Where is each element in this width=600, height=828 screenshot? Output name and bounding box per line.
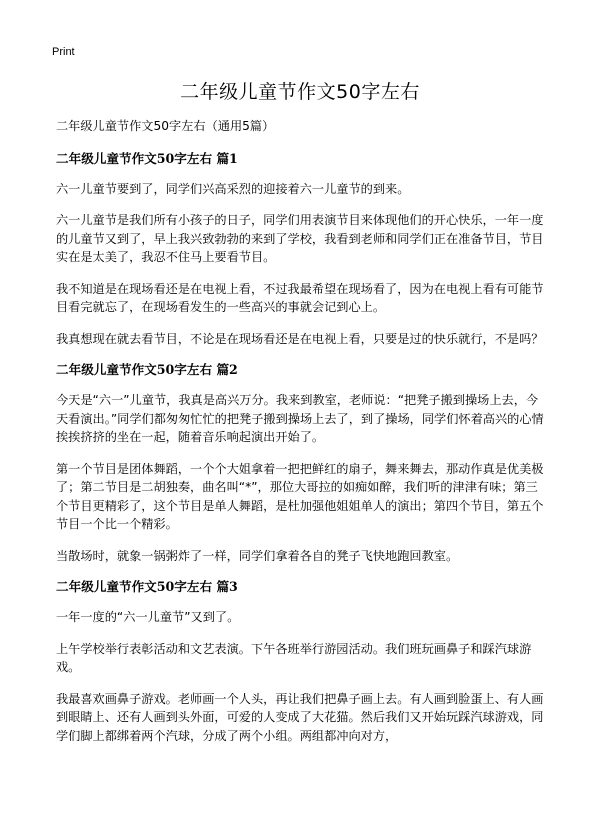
paragraph: 当散场时，就象一锅粥炸了一样，同学们拿着各自的凳子飞快地跑回教室。	[56, 548, 459, 563]
section-heading-3: 二年级儿童节作文50字左右 篇3	[56, 579, 238, 594]
article-body	[56, 117, 548, 758]
paragraph: 六一儿童节要到了，同学们兴高采烈的迎接着六一儿童节的到来。	[56, 181, 410, 196]
page-title: 二年级儿童节作文50字左右	[180, 81, 420, 103]
paragraph: 第一个节目是团体舞蹈，一个个大姐拿着一把把鲜红的扇子，舞来舞去，那动作真是优美极了；第二节目是二胡独奏，曲名叫“*”，那位大哥拉的如痴如醉，我们听的津津有味；第三个节目更精彩了，这个节目是单人舞蹈，是杜加强他姐姐单人的演出；第四个节目，第五个节目一个比一个精彩。	[56, 461, 544, 531]
section-heading-2: 二年级儿童节作文50字左右 篇2	[56, 362, 238, 377]
article-subtitle: 二年级儿童节作文50字左右（通用5篇）	[56, 119, 275, 133]
paragraph: 我真想现在就去看节目，不论是在现场看还是在电视上看，只要是过的快乐就行，不是吗？	[56, 331, 544, 346]
paragraph: 我不知道是在现场看还是在电视上看，不过我最希望在现场看了，因为在电视上看有可能节目看完就忘了，在现场看发生的一些高兴的事就会记到心上。	[56, 281, 544, 314]
paragraph: 我最喜欢画鼻子游戏。老师画一个人头，再让我们把鼻子画上去。有人画到脸蛋上、有人画到眼睛上、还有人画到头外面，可爱的人变成了大花猫。然后我们又开始玩踩汽球游戏，同学们脚上都绑着两个汽球，分成了两个小组。两组都冲向对方，	[56, 691, 544, 743]
print-link[interactable]: Print	[52, 46, 75, 58]
paragraph: 六一儿童节是我们所有小孩子的日子，同学们用表演节目来体现他们的开心快乐，一年一度的儿童节又到了，早上我兴致勃勃的来到了学校，我看到老师和同学们正在准备节目，节目实在是太美了，我忍不住马上要看节目。	[56, 213, 544, 264]
paragraph: 一年一度的“六一儿童节”又到了。	[56, 610, 240, 624]
section-heading-1: 二年级儿童节作文50字左右 篇1	[56, 150, 238, 166]
paragraph: 上午学校举行表彰活动和文艺表演。下午各班举行游园活动。我们班玩画鼻子和踩汽球游戏。	[56, 641, 532, 674]
paragraph: 今天是“六一”儿童节，我真是高兴万分。我来到教室，老师说：“把凳子搬到操场上去，今天看演出。”同学们都匆匆忙忙的把凳子搬到操场上去了，到了操场，同学们怀着高兴的心情挨挨挤挤的坐在一起，随着音乐响起演出开始了。	[56, 393, 544, 444]
